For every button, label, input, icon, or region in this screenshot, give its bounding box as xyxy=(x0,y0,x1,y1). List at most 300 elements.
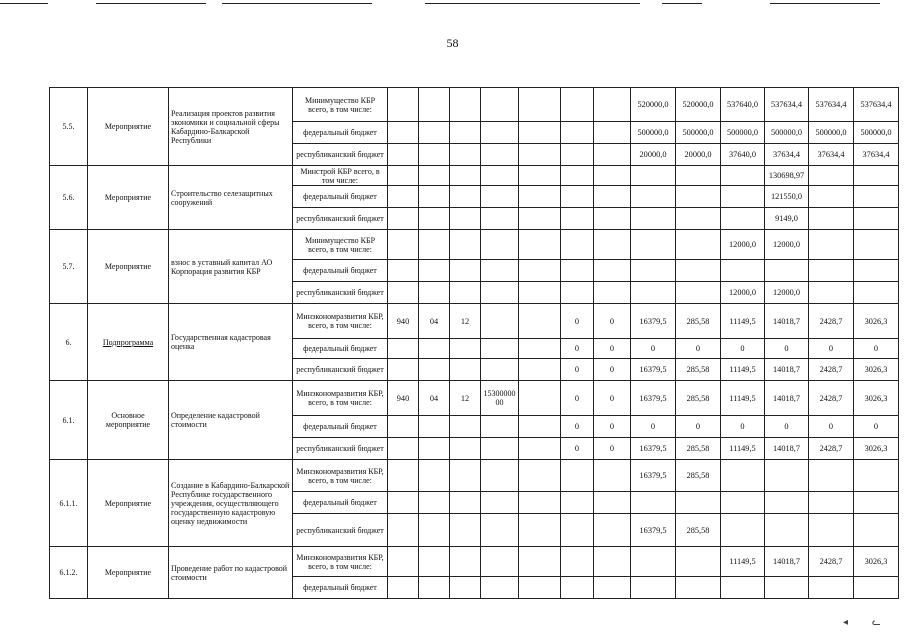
row-type: Мероприятие xyxy=(88,460,169,547)
cell-csr xyxy=(481,186,519,208)
cell-v3 xyxy=(631,166,676,186)
cell-rz xyxy=(419,208,450,230)
cell-rz xyxy=(419,577,450,599)
top-rule-5 xyxy=(662,3,702,4)
cell-v7 xyxy=(809,208,854,230)
cell-v4 xyxy=(676,260,721,282)
cell-v5: 11149,5 xyxy=(721,359,765,381)
cell-v8: 3026,3 xyxy=(854,547,899,577)
cell-vr xyxy=(519,547,561,577)
cell-v8 xyxy=(854,577,899,599)
funding-source: республиканский бюджет xyxy=(293,144,388,166)
cell-v6: 14018,7 xyxy=(765,547,809,577)
cell-v1: 0 xyxy=(561,416,594,438)
cell-v1 xyxy=(561,282,594,304)
cell-v7: 2428,7 xyxy=(809,381,854,416)
cell-csr xyxy=(481,547,519,577)
cell-csr xyxy=(481,144,519,166)
cell-v3 xyxy=(631,492,676,514)
cell-v5 xyxy=(721,186,765,208)
funding-source: республиканский бюджет xyxy=(293,438,388,460)
cell-v6: 14018,7 xyxy=(765,381,809,416)
cell-v4: 285,58 xyxy=(676,514,721,547)
cell-v5: 11149,5 xyxy=(721,304,765,339)
cell-rz xyxy=(419,416,450,438)
row-number: 5.5. xyxy=(50,88,88,166)
cell-v6: 37634,4 xyxy=(765,144,809,166)
cell-v7 xyxy=(809,460,854,492)
cell-v2 xyxy=(594,282,631,304)
cell-vr xyxy=(519,166,561,186)
cell-v4: 520000,0 xyxy=(676,88,721,122)
cell-v5: 12000,0 xyxy=(721,230,765,260)
cell-v8 xyxy=(854,282,899,304)
cell-rz xyxy=(419,88,450,122)
cell-v2: 0 xyxy=(594,339,631,359)
row-name: Государственная кадастровая оценка xyxy=(169,304,293,381)
cell-v3: 16379,5 xyxy=(631,381,676,416)
cell-v3 xyxy=(631,260,676,282)
cell-rz xyxy=(419,438,450,460)
cell-pr xyxy=(450,144,481,166)
cell-v4: 285,58 xyxy=(676,304,721,339)
cell-v7: 0 xyxy=(809,339,854,359)
cell-vr xyxy=(519,144,561,166)
cell-vr xyxy=(519,260,561,282)
cell-v7 xyxy=(809,166,854,186)
cell-v7: 537634,4 xyxy=(809,88,854,122)
cell-vr xyxy=(519,88,561,122)
cell-csr xyxy=(481,88,519,122)
cell-v8: 3026,3 xyxy=(854,438,899,460)
funding-source: республиканский бюджет xyxy=(293,514,388,547)
corner-mark-2: ᓚ xyxy=(872,617,881,628)
cell-v8: 37634,4 xyxy=(854,144,899,166)
cell-v8 xyxy=(854,514,899,547)
cell-v5: 0 xyxy=(721,339,765,359)
cell-v3: 16379,5 xyxy=(631,514,676,547)
top-rule-3 xyxy=(222,3,372,4)
cell-v2: 0 xyxy=(594,359,631,381)
cell-v1: 0 xyxy=(561,381,594,416)
cell-v7: 0 xyxy=(809,416,854,438)
cell-pr xyxy=(450,166,481,186)
cell-v7: 2428,7 xyxy=(809,359,854,381)
row-name: взнос в уставный капитал АО Корпорация развития КБР xyxy=(169,230,293,304)
cell-rz xyxy=(419,492,450,514)
cell-v5 xyxy=(721,260,765,282)
cell-pr xyxy=(450,359,481,381)
cell-csr xyxy=(481,438,519,460)
row-number: 5.7. xyxy=(50,230,88,304)
cell-rz xyxy=(419,282,450,304)
cell-rz xyxy=(419,547,450,577)
cell-v3 xyxy=(631,208,676,230)
cell-v1 xyxy=(561,208,594,230)
cell-pr xyxy=(450,492,481,514)
cell-v3 xyxy=(631,547,676,577)
cell-v1 xyxy=(561,144,594,166)
cell-v6: 0 xyxy=(765,339,809,359)
cell-vr xyxy=(519,381,561,416)
cell-grbs xyxy=(388,547,419,577)
cell-pr xyxy=(450,514,481,547)
cell-vr xyxy=(519,359,561,381)
cell-v6 xyxy=(765,577,809,599)
cell-csr xyxy=(481,230,519,260)
row-name: Строительство селезащитных сооружений xyxy=(169,166,293,230)
cell-v1 xyxy=(561,547,594,577)
cell-v8 xyxy=(854,186,899,208)
cell-v8: 0 xyxy=(854,416,899,438)
cell-v1 xyxy=(561,514,594,547)
cell-v6: 12000,0 xyxy=(765,230,809,260)
cell-pr xyxy=(450,122,481,144)
cell-v2 xyxy=(594,547,631,577)
funding-source: республиканский бюджет xyxy=(293,359,388,381)
cell-v8: 500000,0 xyxy=(854,122,899,144)
row-name: Реализация проектов развития экономики и социальной сферы Кабардино-Балкарской Республики xyxy=(169,88,293,166)
cell-rz xyxy=(419,144,450,166)
cell-grbs xyxy=(388,514,419,547)
cell-csr xyxy=(481,282,519,304)
row-name: Определение кадастровой стоимости xyxy=(169,381,293,460)
cell-v5: 500000,0 xyxy=(721,122,765,144)
row-number: 6.1.1. xyxy=(50,460,88,547)
cell-v3: 500000,0 xyxy=(631,122,676,144)
cell-v7: 500000,0 xyxy=(809,122,854,144)
cell-v8: 3026,3 xyxy=(854,304,899,339)
cell-v3: 16379,5 xyxy=(631,460,676,492)
cell-v2: 0 xyxy=(594,438,631,460)
funding-source: федеральный бюджет xyxy=(293,416,388,438)
cell-csr xyxy=(481,577,519,599)
table-row xyxy=(50,88,899,122)
cell-rz: 04 xyxy=(419,381,450,416)
cell-v1 xyxy=(561,230,594,260)
cell-v4 xyxy=(676,547,721,577)
cell-csr xyxy=(481,416,519,438)
funding-source: федеральный бюджет xyxy=(293,122,388,144)
funding-source: Минэкономразвития КБР, всего, в том числе: xyxy=(293,460,388,492)
cell-v5 xyxy=(721,166,765,186)
funding-source: федеральный бюджет xyxy=(293,339,388,359)
row-number: 6. xyxy=(50,304,88,381)
cell-vr xyxy=(519,438,561,460)
row-name: Проведение работ по кадастровой стоимости xyxy=(169,547,293,599)
cell-v3: 0 xyxy=(631,339,676,359)
top-rule-6 xyxy=(770,3,880,4)
cell-v5 xyxy=(721,577,765,599)
page-number: 58 xyxy=(446,36,459,50)
cell-v4: 0 xyxy=(676,416,721,438)
cell-pr xyxy=(450,577,481,599)
cell-v8: 3026,3 xyxy=(854,359,899,381)
cell-grbs xyxy=(388,460,419,492)
row-type: Подпрограмма xyxy=(88,304,169,381)
cell-rz xyxy=(419,359,450,381)
row-number: 6.1. xyxy=(50,381,88,460)
cell-v4 xyxy=(676,492,721,514)
funding-source: федеральный бюджет xyxy=(293,492,388,514)
row-number: 5.6. xyxy=(50,166,88,230)
cell-v5 xyxy=(721,460,765,492)
cell-v6: 14018,7 xyxy=(765,438,809,460)
cell-v3 xyxy=(631,230,676,260)
program-table xyxy=(49,87,899,599)
top-rule-1 xyxy=(0,3,48,4)
cell-grbs xyxy=(388,416,419,438)
cell-v5: 11149,5 xyxy=(721,438,765,460)
cell-grbs xyxy=(388,166,419,186)
cell-grbs xyxy=(388,260,419,282)
cell-v5: 37640,0 xyxy=(721,144,765,166)
cell-grbs: 940 xyxy=(388,304,419,339)
cell-v4: 20000,0 xyxy=(676,144,721,166)
cell-v7 xyxy=(809,514,854,547)
cell-v6: 14018,7 xyxy=(765,359,809,381)
cell-grbs: 940 xyxy=(388,381,419,416)
cell-v3 xyxy=(631,282,676,304)
cell-v5: 12000,0 xyxy=(721,282,765,304)
cell-v2 xyxy=(594,260,631,282)
corner-mark: ◂ xyxy=(843,617,849,628)
cell-csr xyxy=(481,460,519,492)
cell-pr xyxy=(450,208,481,230)
cell-vr xyxy=(519,208,561,230)
cell-v8 xyxy=(854,460,899,492)
cell-vr xyxy=(519,514,561,547)
cell-v1 xyxy=(561,88,594,122)
cell-v7 xyxy=(809,186,854,208)
cell-v6: 537634,4 xyxy=(765,88,809,122)
cell-v4: 0 xyxy=(676,339,721,359)
cell-v3: 520000,0 xyxy=(631,88,676,122)
cell-v5 xyxy=(721,514,765,547)
cell-vr xyxy=(519,339,561,359)
cell-v6 xyxy=(765,514,809,547)
cell-v2: 0 xyxy=(594,381,631,416)
cell-pr xyxy=(450,438,481,460)
row-name: Создание в Кабардино-Балкарской Республике государственного учреждения, осуществляющего государственную кадастровую оценку недвижимости xyxy=(169,460,293,547)
funding-source: Минэкономразвития КБР, всего, в том числе: xyxy=(293,304,388,339)
cell-v2 xyxy=(594,514,631,547)
cell-csr xyxy=(481,208,519,230)
cell-pr xyxy=(450,339,481,359)
cell-v5: 537640,0 xyxy=(721,88,765,122)
cell-grbs xyxy=(388,282,419,304)
cell-v1: 0 xyxy=(561,339,594,359)
cell-v5 xyxy=(721,208,765,230)
cell-v4 xyxy=(676,186,721,208)
cell-csr xyxy=(481,304,519,339)
cell-pr xyxy=(450,547,481,577)
cell-v6: 0 xyxy=(765,416,809,438)
cell-pr xyxy=(450,186,481,208)
cell-grbs xyxy=(388,88,419,122)
cell-v2 xyxy=(594,230,631,260)
cell-v5: 0 xyxy=(721,416,765,438)
cell-grbs xyxy=(388,339,419,359)
funding-source: федеральный бюджет xyxy=(293,577,388,599)
cell-v8: 537634,4 xyxy=(854,88,899,122)
cell-v2 xyxy=(594,186,631,208)
cell-v2 xyxy=(594,577,631,599)
cell-rz xyxy=(419,460,450,492)
cell-vr xyxy=(519,416,561,438)
cell-vr xyxy=(519,122,561,144)
cell-v6: 121550,0 xyxy=(765,186,809,208)
cell-v4 xyxy=(676,282,721,304)
row-type: Мероприятие xyxy=(88,230,169,304)
cell-v3: 0 xyxy=(631,416,676,438)
cell-pr xyxy=(450,230,481,260)
table-row xyxy=(50,460,899,492)
cell-pr xyxy=(450,88,481,122)
cell-rz xyxy=(419,514,450,547)
cell-grbs xyxy=(388,186,419,208)
cell-vr xyxy=(519,577,561,599)
cell-csr xyxy=(481,339,519,359)
cell-v7 xyxy=(809,492,854,514)
cell-v5: 11149,5 xyxy=(721,381,765,416)
cell-v6: 14018,7 xyxy=(765,304,809,339)
cell-v2 xyxy=(594,166,631,186)
funding-source: Минэкономразвития КБР, всего, в том числе: xyxy=(293,381,388,416)
row-type: Мероприятие xyxy=(88,88,169,166)
cell-v3 xyxy=(631,577,676,599)
cell-v6: 500000,0 xyxy=(765,122,809,144)
table-row xyxy=(50,547,899,577)
cell-rz xyxy=(419,166,450,186)
cell-grbs xyxy=(388,492,419,514)
cell-v3: 20000,0 xyxy=(631,144,676,166)
cell-v8 xyxy=(854,230,899,260)
cell-pr: 12 xyxy=(450,381,481,416)
cell-csr xyxy=(481,492,519,514)
cell-v1 xyxy=(561,260,594,282)
funding-source: федеральный бюджет xyxy=(293,260,388,282)
cell-v4 xyxy=(676,208,721,230)
cell-v7 xyxy=(809,260,854,282)
row-number: 6.1.2. xyxy=(50,547,88,599)
cell-v4 xyxy=(676,166,721,186)
cell-v3: 16379,5 xyxy=(631,438,676,460)
cell-rz xyxy=(419,230,450,260)
cell-grbs xyxy=(388,230,419,260)
cell-csr xyxy=(481,122,519,144)
cell-v7 xyxy=(809,230,854,260)
cell-v6: 12000,0 xyxy=(765,282,809,304)
row-type: Основное мероприятие xyxy=(88,381,169,460)
cell-v4: 285,58 xyxy=(676,381,721,416)
cell-vr xyxy=(519,186,561,208)
cell-v3: 16379,5 xyxy=(631,359,676,381)
cell-vr xyxy=(519,304,561,339)
cell-pr xyxy=(450,416,481,438)
table-row xyxy=(50,304,899,339)
cell-rz xyxy=(419,122,450,144)
cell-v7: 2428,7 xyxy=(809,547,854,577)
cell-csr xyxy=(481,166,519,186)
cell-csr xyxy=(481,514,519,547)
cell-v6 xyxy=(765,260,809,282)
cell-pr xyxy=(450,460,481,492)
cell-rz xyxy=(419,339,450,359)
funding-source: Минимущество КБР всего, в том числе: xyxy=(293,230,388,260)
cell-v2 xyxy=(594,492,631,514)
cell-v8: 0 xyxy=(854,339,899,359)
cell-v7: 2428,7 xyxy=(809,438,854,460)
cell-grbs xyxy=(388,122,419,144)
cell-v2: 0 xyxy=(594,416,631,438)
funding-source: республиканский бюджет xyxy=(293,208,388,230)
cell-grbs xyxy=(388,359,419,381)
cell-v1: 0 xyxy=(561,359,594,381)
cell-v3 xyxy=(631,186,676,208)
cell-v1: 0 xyxy=(561,438,594,460)
funding-source: Минэкономразвития КБР, всего, в том числе: xyxy=(293,547,388,577)
cell-grbs xyxy=(388,438,419,460)
cell-vr xyxy=(519,282,561,304)
cell-v1 xyxy=(561,122,594,144)
cell-v8: 3026,3 xyxy=(854,381,899,416)
funding-source: федеральный бюджет xyxy=(293,186,388,208)
row-type: Мероприятие xyxy=(88,547,169,599)
cell-v4: 285,58 xyxy=(676,359,721,381)
cell-v6 xyxy=(765,460,809,492)
cell-v8 xyxy=(854,208,899,230)
cell-v8 xyxy=(854,166,899,186)
cell-v1: 0 xyxy=(561,304,594,339)
cell-v7 xyxy=(809,577,854,599)
cell-v5: 11149,5 xyxy=(721,547,765,577)
cell-v4 xyxy=(676,230,721,260)
cell-v7: 37634,4 xyxy=(809,144,854,166)
cell-v2 xyxy=(594,122,631,144)
cell-grbs xyxy=(388,144,419,166)
cell-csr: 1530000000 xyxy=(481,381,519,416)
cell-v2 xyxy=(594,144,631,166)
cell-v4: 500000,0 xyxy=(676,122,721,144)
cell-vr xyxy=(519,492,561,514)
cell-v6: 9149,0 xyxy=(765,208,809,230)
cell-v8 xyxy=(854,492,899,514)
cell-rz xyxy=(419,186,450,208)
cell-csr xyxy=(481,359,519,381)
cell-v1 xyxy=(561,460,594,492)
cell-pr: 12 xyxy=(450,304,481,339)
funding-source: республиканский бюджет xyxy=(293,282,388,304)
cell-grbs xyxy=(388,577,419,599)
cell-v7: 2428,7 xyxy=(809,304,854,339)
cell-v4: 285,58 xyxy=(676,460,721,492)
cell-pr xyxy=(450,282,481,304)
row-type: Мероприятие xyxy=(88,166,169,230)
cell-v2 xyxy=(594,208,631,230)
cell-v1 xyxy=(561,166,594,186)
cell-v6: 130698,97 xyxy=(765,166,809,186)
cell-v6 xyxy=(765,492,809,514)
top-rule-2 xyxy=(96,3,206,4)
cell-rz: 04 xyxy=(419,304,450,339)
cell-rz xyxy=(419,260,450,282)
cell-v1 xyxy=(561,186,594,208)
cell-grbs xyxy=(388,208,419,230)
cell-csr xyxy=(481,260,519,282)
cell-vr xyxy=(519,460,561,492)
cell-v4: 285,58 xyxy=(676,438,721,460)
